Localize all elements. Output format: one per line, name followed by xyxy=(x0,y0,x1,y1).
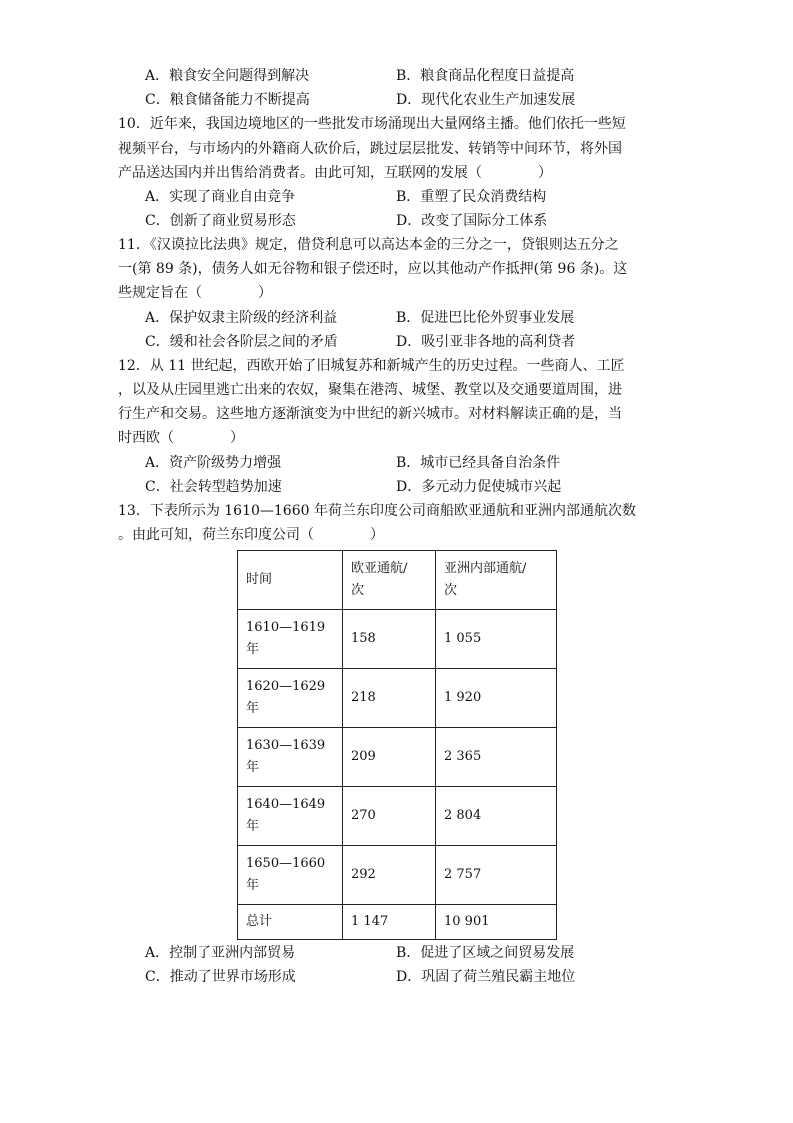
cell-euro-asia: 218 xyxy=(343,669,436,728)
cell-period-unit: 年 xyxy=(246,819,260,834)
q10-option-b: B．重塑了民众消费结构 xyxy=(396,189,547,205)
q9-option-d: D．现代化农业生产加速发展 xyxy=(396,92,576,108)
cell-period xyxy=(238,787,343,846)
table-row xyxy=(238,728,557,787)
header-intra-asia-line-2: 次 xyxy=(444,583,458,598)
q10-stem-line-3: 产品送达国内并出售给消费者。由此可知，互联网的发展（ ） xyxy=(118,165,552,181)
q10-option-c: C．创新了商业贸易形态 xyxy=(145,213,296,229)
q10-stem-line-2: 视频平台，与市场内的外籍商人砍价后，跳过层层批发、转销等中间环节，将外国 xyxy=(118,141,622,157)
q13-option-a: A．控制了亚洲内部贸易 xyxy=(145,945,296,961)
q12-option-d: D．多元动力促使城市兴起 xyxy=(396,479,562,495)
q13-option-c: C．推动了世界市场形成 xyxy=(145,969,296,985)
cell-period-years: 1630—1639 xyxy=(246,738,326,753)
cell-intra-asia: 1 920 xyxy=(436,669,557,728)
q12-stem-line-4: 时西欧（ ） xyxy=(118,430,244,446)
q10-stem-line-1: 10．近年来，我国边境地区的一些批发市场涌现出大量网络主播。他们依托一些短 xyxy=(118,116,626,132)
table-row xyxy=(238,610,557,669)
header-intra-asia xyxy=(436,551,557,610)
header-intra-asia-line-1: 亚洲内部通航/ xyxy=(444,561,527,576)
table-row xyxy=(238,669,557,728)
cell-period-years: 1610—1619 xyxy=(246,620,326,635)
q13-option-b: B．促进了区域之间贸易发展 xyxy=(396,945,575,961)
cell-euro-asia: 209 xyxy=(343,728,436,787)
table-total-row xyxy=(238,905,557,940)
q12-option-c: C．社会转型趋势加速 xyxy=(145,479,282,495)
q10-option-a: A．实现了商业自由竞争 xyxy=(145,189,296,205)
cell-period-unit: 年 xyxy=(246,760,260,775)
q12-stem-line-3: 行生产和交易。这些地方逐渐演变为中世纪的新兴城市。对材料解读正确的是，当 xyxy=(118,406,622,422)
cell-intra-asia: 2 757 xyxy=(436,846,557,905)
total-euro-asia: 1 147 xyxy=(343,905,436,940)
q12-option-a: A．资产阶级势力增强 xyxy=(145,455,282,471)
q9-option-c: C．粮食储备能力不断提高 xyxy=(145,92,310,108)
q11-option-b: B．促进巴比伦外贸事业发展 xyxy=(396,310,575,326)
cell-period xyxy=(238,846,343,905)
header-euro-asia-line-1: 欧亚通航/ xyxy=(351,561,408,576)
q11-option-c: C．缓和社会各阶层之间的矛盾 xyxy=(145,334,338,350)
q12-stem-line-1: 12．从 11 世纪起，西欧开始了旧城复苏和新城产生的历史过程。一些商人、工匠 xyxy=(118,358,625,374)
table-row xyxy=(238,787,557,846)
q9-option-a: A．粮食安全问题得到解决 xyxy=(145,68,310,84)
q10-option-d: D．改变了国际分工体系 xyxy=(396,213,548,229)
table-row xyxy=(238,846,557,905)
cell-intra-asia: 2 365 xyxy=(436,728,557,787)
cell-intra-asia: 2 804 xyxy=(436,787,557,846)
cell-period-years: 1640—1649 xyxy=(246,797,326,812)
total-label: 总计 xyxy=(238,905,343,940)
cell-period xyxy=(238,728,343,787)
cell-period-unit: 年 xyxy=(246,642,260,657)
cell-period-years: 1620—1629 xyxy=(246,679,326,694)
q13-stem-line-2: 。由此可知，荷兰东印度公司（ ） xyxy=(118,527,384,543)
cell-period-years: 1650—1660 xyxy=(246,856,326,871)
header-period xyxy=(238,551,343,610)
total-intra-asia: 10 901 xyxy=(436,905,557,940)
q13-stem-line-1: 13．下表所示为 1610—1660 年荷兰东印度公司商船欧亚通航和亚洲内部通航次数 xyxy=(118,503,636,519)
q11-stem-line-2: 一(第 89 条)，债务人如无谷物和银子偿还时，应以其他动产作抵押(第 96 条)。这 xyxy=(118,261,628,277)
header-period-text: 时间 xyxy=(246,572,273,587)
cell-euro-asia: 292 xyxy=(343,846,436,905)
cell-intra-asia: 1 055 xyxy=(436,610,557,669)
cell-period xyxy=(238,610,343,669)
q11-stem-line-3: 些规定旨在（ ） xyxy=(118,285,272,301)
header-euro-asia xyxy=(343,551,436,610)
cell-euro-asia: 270 xyxy=(343,787,436,846)
cell-period xyxy=(238,669,343,728)
q12-option-b: B．城市已经具备自治条件 xyxy=(396,455,561,471)
q9-option-b: B．粮食商品化程度日益提高 xyxy=(396,68,575,84)
q11-stem-line-1: 11．《汉谟拉比法典》规定，借贷利息可以高达本金的三分之一，贷银则达五分之 xyxy=(118,237,619,253)
q11-option-a: A．保护奴隶主阶级的经济利益 xyxy=(145,310,338,326)
cell-period-unit: 年 xyxy=(246,701,260,716)
q12-stem-line-2: ，以及从庄园里逃亡出来的农奴，聚集在港湾、城堡、教堂以及交通要道周围，进 xyxy=(118,382,622,398)
q13-option-d: D．巩固了荷兰殖民霸主地位 xyxy=(396,969,576,985)
header-euro-asia-line-2: 次 xyxy=(351,583,365,598)
q11-option-d: D．吸引亚非各地的高利贷者 xyxy=(396,334,576,350)
voyage-table xyxy=(237,550,557,940)
cell-period-unit: 年 xyxy=(246,878,260,893)
table-header-row xyxy=(238,551,557,610)
cell-euro-asia: 158 xyxy=(343,610,436,669)
